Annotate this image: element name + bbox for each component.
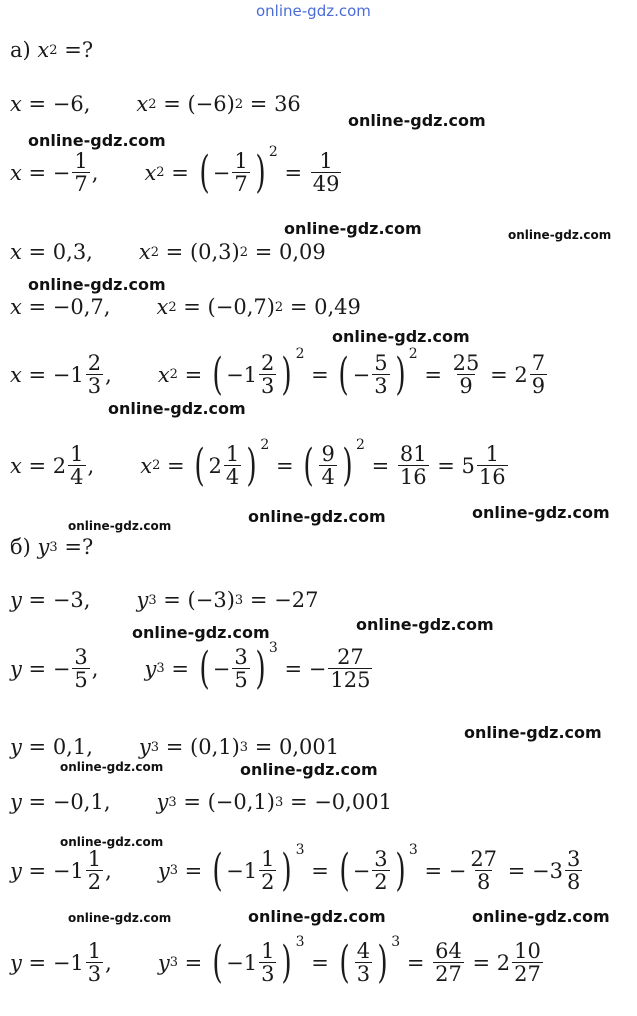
equation-row-b5: y = −1 $\frac{1}{2}$ , y 3 = ( −1 $\frac{1}{2}$ ) 3 = ( − $\frac{3}{2}$ ) 3 = − $\frac{27}{8}$ = −3 $\frac{3}{8}$ <box>10 842 581 896</box>
watermark: online-gdz.com <box>248 907 386 926</box>
watermark: online-gdz.com <box>68 911 172 925</box>
equation-row-b4: y = −0,1, y 3 = (−0,1) 3 = −0,001 <box>10 790 392 814</box>
watermark: online-gdz.com <box>472 503 610 522</box>
part-b-exp: 3 <box>49 539 58 555</box>
watermark: online-gdz.com <box>132 623 270 642</box>
part-a-heading <box>10 38 93 62</box>
equation-row-b2: y = − $\frac{3}{5}$ , y 3 = ( − $\frac{3}{5}$ ) 3 = − $\frac{27}{125}$ <box>10 640 371 694</box>
part-b-var: y <box>37 535 50 559</box>
part-a-exp: 2 <box>49 42 58 58</box>
watermark: online-gdz.com <box>284 219 422 238</box>
equation-row-b6: y = −1 $\frac{1}{3}$ , y 3 = ( −1 $\frac{1}{3}$ ) 3 = ( $\frac{4}{3}$ ) 3 = $\frac{64}{27}$ = 2 $\frac{10}{27}$ <box>10 934 541 988</box>
watermark: online-gdz.com <box>28 275 166 294</box>
watermark: online-gdz.com <box>240 760 378 779</box>
equation-row-b3: y = 0,1, y 3 = (0,1) 3 = 0,001 <box>10 735 340 759</box>
watermark: online-gdz.com <box>508 228 612 242</box>
equation-row-b1: y = −3, y 3 = (−3) 3 = −27 <box>10 588 319 612</box>
site-header-link[interactable]: online-gdz.com <box>256 2 371 20</box>
watermark: online-gdz.com <box>356 615 494 634</box>
watermark: online-gdz.com <box>28 131 166 150</box>
watermark: online-gdz.com <box>472 907 610 926</box>
part-a-tail: =? <box>64 38 94 62</box>
equation-row-a2: x = − $\frac{1}{7}$ , x 2 = ( − $\frac{1}{7}$ ) 2 = $\frac{1}{49}$ <box>10 144 340 198</box>
part-a-var: x <box>37 38 50 62</box>
part-a-label: а) <box>10 38 31 62</box>
equation-row-a3: x = 0,3, x 2 = (0,3) 2 = 0,09 <box>10 240 326 264</box>
equation-row-a4: x = −0,7, x 2 = (−0,7) 2 = 0,49 <box>10 295 361 319</box>
watermark: online-gdz.com <box>248 507 386 526</box>
watermark: online-gdz.com <box>348 111 486 130</box>
part-b-label: б) <box>10 535 31 559</box>
equation-row-a6: x = 2 $\frac{1}{4}$ , x 2 = ( 2 $\frac{1}{4}$ ) 2 = ( $\frac{9}{4}$ ) 2 = $\frac{81}{16}$ = 5 $\frac{1}{16}$ <box>10 437 506 491</box>
equation-row-a5: x = −1 $\frac{2}{3}$ , x 2 = ( −1 $\frac{2}{3}$ ) 2 = ( − $\frac{5}{3}$ ) 2 = $\frac{25}{9}$ = 2 $\frac{7}{9}$ <box>10 346 546 400</box>
equation-row-a1: x = −6, x 2 = (−6) 2 = 36 <box>10 92 301 116</box>
watermark: online-gdz.com <box>108 399 246 418</box>
watermark: online-gdz.com <box>464 723 602 742</box>
part-b-tail: =? <box>64 535 94 559</box>
watermark: online-gdz.com <box>60 760 164 774</box>
part-b-heading <box>10 535 93 559</box>
watermark: online-gdz.com <box>68 519 172 533</box>
watermark: online-gdz.com <box>60 835 164 849</box>
watermark: online-gdz.com <box>332 327 470 346</box>
